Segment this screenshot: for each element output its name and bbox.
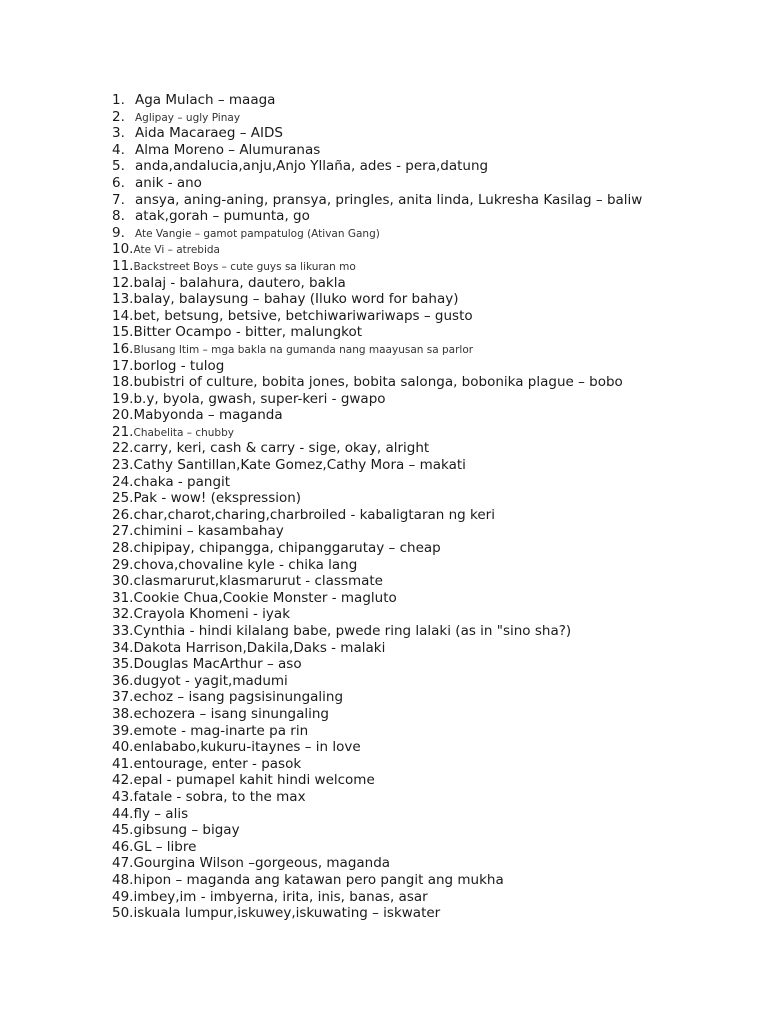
- list-item: [112, 523, 752, 540]
- item-number: 49.: [112, 888, 134, 905]
- item-text: Aga Mulach – maaga: [135, 92, 276, 108]
- item-number: 34.: [112, 639, 134, 656]
- item-number: 18.: [112, 374, 134, 391]
- item-number: 14.: [112, 307, 134, 324]
- list-item: [112, 689, 752, 706]
- list-item: [112, 772, 752, 789]
- item-number: 32.: [112, 606, 134, 623]
- item-number: 4.: [112, 141, 125, 158]
- item-number: 27.: [112, 523, 134, 540]
- item-text: char,charot,charing,charbroiled - kabaligtaran ng keri: [133, 506, 495, 523]
- list-item: [112, 175, 752, 192]
- list-item: [112, 590, 752, 607]
- item-text: chipipay, chipangga, chipanggarutay – cheap: [133, 540, 441, 557]
- item-number: 26.: [112, 506, 134, 523]
- list-item: [112, 905, 752, 922]
- item-text: Cathy Santillan,Kate Gomez,Cathy Mora – makati: [133, 457, 466, 474]
- list-item: [112, 557, 752, 574]
- list-item: [112, 789, 752, 806]
- item-text: gibsung – bigay: [133, 822, 240, 839]
- item-number: 43.: [112, 788, 134, 805]
- item-text: fatale - sobra, to the max: [133, 788, 306, 805]
- list-item: [112, 374, 752, 391]
- item-text: Crayola Khomeni - iyak: [133, 606, 291, 623]
- item-text: imbey,im - imbyerna, irita, inis, banas, asar: [133, 888, 428, 905]
- item-text: Cookie Chua,Cookie Monster - magluto: [133, 589, 397, 606]
- item-text: GL – libre: [133, 838, 197, 855]
- item-number: 37.: [112, 689, 134, 706]
- list-item: [112, 324, 752, 341]
- item-text: epal - pumapel kahit hindi welcome: [133, 772, 375, 789]
- item-number: 44.: [112, 805, 134, 822]
- item-number: 7.: [112, 191, 125, 208]
- item-text: echoz – isang pagsisinungaling: [133, 689, 344, 706]
- item-number: 3.: [112, 125, 125, 142]
- item-number: 31.: [112, 589, 134, 606]
- item-text: atak,gorah – pumunta, go: [135, 208, 310, 225]
- item-number: 30.: [112, 573, 134, 590]
- item-text: Cynthia - hindi kilalang babe, pwede ring lalaki (as in "sino sha?): [133, 623, 572, 639]
- item-text: emote - mag-inarte pa rin: [133, 722, 309, 739]
- list-item: [112, 241, 752, 258]
- item-text: fly – alis: [133, 805, 189, 822]
- item-number: 23.: [112, 457, 134, 474]
- item-number: 28.: [112, 540, 134, 557]
- list-item: [112, 192, 752, 209]
- item-number: 45.: [112, 822, 134, 839]
- list-item: [112, 540, 752, 557]
- list-item: [112, 640, 752, 657]
- item-text: Alma Moreno – Alumuranas: [135, 141, 321, 158]
- item-number: 50.: [112, 905, 134, 922]
- list-item: [112, 822, 752, 839]
- list-item: [112, 341, 752, 358]
- item-number: 24.: [112, 473, 134, 490]
- item-text: enlababo,kukuru-itaynes – in love: [133, 739, 361, 756]
- list-item: [112, 275, 752, 292]
- item-text: anik - ano: [135, 174, 202, 191]
- list-item: [112, 490, 752, 507]
- item-number: 33.: [112, 623, 134, 639]
- list-item: [112, 407, 752, 424]
- item-text: chaka - pangit: [133, 473, 231, 490]
- item-number: 19.: [112, 390, 134, 407]
- list-item: [112, 507, 752, 524]
- item-text: echozera – isang sinungaling: [133, 705, 329, 722]
- list-item: [112, 158, 752, 175]
- list-item: [112, 440, 752, 457]
- list-item: [112, 606, 752, 623]
- item-text: Dakota Harrison,Dakila,Daks - malaki: [133, 639, 386, 656]
- list-item: [112, 656, 752, 673]
- item-number: 10.: [112, 241, 134, 258]
- item-number: 13.: [112, 291, 134, 308]
- item-number: 22.: [112, 440, 134, 457]
- list-item: [112, 623, 752, 640]
- item-text: Douglas MacArthur – aso: [133, 656, 302, 673]
- item-number: 38.: [112, 705, 134, 722]
- list-item: [112, 855, 752, 872]
- list-item: [112, 872, 752, 889]
- list-item: [112, 291, 752, 308]
- item-number: 9.: [112, 224, 125, 241]
- item-number: 46.: [112, 838, 134, 855]
- item-number: 20.: [112, 407, 134, 424]
- item-text: Aglipay – ugly Pinay: [135, 111, 241, 124]
- item-number: 6.: [112, 174, 125, 191]
- item-number: 35.: [112, 656, 134, 673]
- list-item: [112, 723, 752, 740]
- item-number: 21.: [112, 423, 134, 440]
- item-text: balay, balaysung – bahay (Iluko word for bahay): [133, 291, 459, 308]
- item-number: 11.: [112, 257, 134, 274]
- list-item: [112, 457, 752, 474]
- item-text: chimini – kasambahay: [133, 523, 284, 540]
- item-text: iskuala lumpur,iskuwey,iskuwating – iskwater: [133, 905, 441, 922]
- item-text: balaj - balahura, dautero, bakla: [133, 274, 346, 291]
- list-item: [112, 424, 752, 441]
- item-text: bubistri of culture, bobita jones, bobita salonga, bobonika plague – bobo: [133, 374, 623, 391]
- list-item: [112, 756, 752, 773]
- list-item: [112, 109, 752, 126]
- item-text: Pak - wow! (ekspression): [133, 490, 302, 507]
- item-text: Ate Vi – atrebida: [133, 244, 220, 257]
- item-number: 2.: [112, 108, 125, 125]
- item-number: 12.: [112, 274, 134, 291]
- list-item: [112, 308, 752, 325]
- item-text: b.y, byola, gwash, super-keri - gwapo: [133, 390, 386, 407]
- list-item: [112, 806, 752, 823]
- item-text: hipon – maganda ang katawan pero pangit ang mukha: [133, 871, 504, 888]
- item-text: chova,chovaline kyle - chika lang: [133, 556, 358, 573]
- item-text: ansya, aning-aning, pransya, pringles, anita linda, Lukresha Kasilag – baliw: [135, 191, 643, 208]
- item-text: anda,andalucia,anju,Anjo Yllaña, ades - pera,datung: [135, 158, 489, 175]
- item-number: 17.: [112, 357, 134, 374]
- list-item: [112, 208, 752, 225]
- item-number: 42.: [112, 772, 134, 789]
- item-text: entourage, enter - pasok: [133, 755, 302, 772]
- list-item: [112, 474, 752, 491]
- item-text: Bitter Ocampo - bitter, malungkot: [133, 324, 363, 341]
- item-text: bet, betsung, betsive, betchiwariwariwaps – gusto: [133, 307, 473, 324]
- item-text: Ate Vangie – gamot pampatulog (Ativan Gang): [135, 227, 380, 240]
- item-number: 16.: [112, 340, 134, 357]
- item-number: 36.: [112, 672, 134, 689]
- list-item: [112, 142, 752, 159]
- list-item: [112, 92, 752, 109]
- item-number: 47.: [112, 855, 134, 872]
- item-number: 8.: [112, 208, 125, 225]
- list-item: [112, 391, 752, 408]
- item-number: 1.: [112, 92, 125, 108]
- list-item: [112, 706, 752, 723]
- list-item: [112, 125, 752, 142]
- item-text: Backstreet Boys – cute guys sa likuran mo: [133, 260, 356, 273]
- list-item: [112, 889, 752, 906]
- item-number: 15.: [112, 324, 134, 341]
- item-number: 40.: [112, 739, 134, 756]
- item-text: carry, keri, cash & carry - sige, okay, alright: [133, 440, 430, 457]
- item-number: 48.: [112, 871, 134, 888]
- item-text: clasmarurut,klasmarurut - classmate: [133, 573, 383, 590]
- list-item: [112, 573, 752, 590]
- item-number: 5.: [112, 158, 125, 175]
- list-item: [112, 673, 752, 690]
- item-text: borlog - tulog: [133, 357, 225, 374]
- item-text: Gourgina Wilson –gorgeous, maganda: [133, 855, 391, 872]
- item-number: 29.: [112, 556, 134, 573]
- list-item: [112, 358, 752, 375]
- list-item: [112, 258, 752, 275]
- item-number: 39.: [112, 722, 134, 739]
- list-item: [112, 225, 752, 242]
- glossary-list: [112, 92, 752, 922]
- item-number: 41.: [112, 755, 134, 772]
- item-text: dugyot - yagit,madumi: [133, 672, 288, 689]
- item-number: 25.: [112, 490, 134, 507]
- item-text: Aida Macaraeg – AIDS: [135, 125, 283, 142]
- list-item: [112, 839, 752, 856]
- item-text: Chabelita – chubby: [133, 426, 234, 439]
- item-text: Blusang Itim – mga bakla na gumanda nang maayusan sa parlor: [133, 343, 474, 356]
- item-text: Mabyonda – maganda: [133, 407, 283, 424]
- list-item: [112, 739, 752, 756]
